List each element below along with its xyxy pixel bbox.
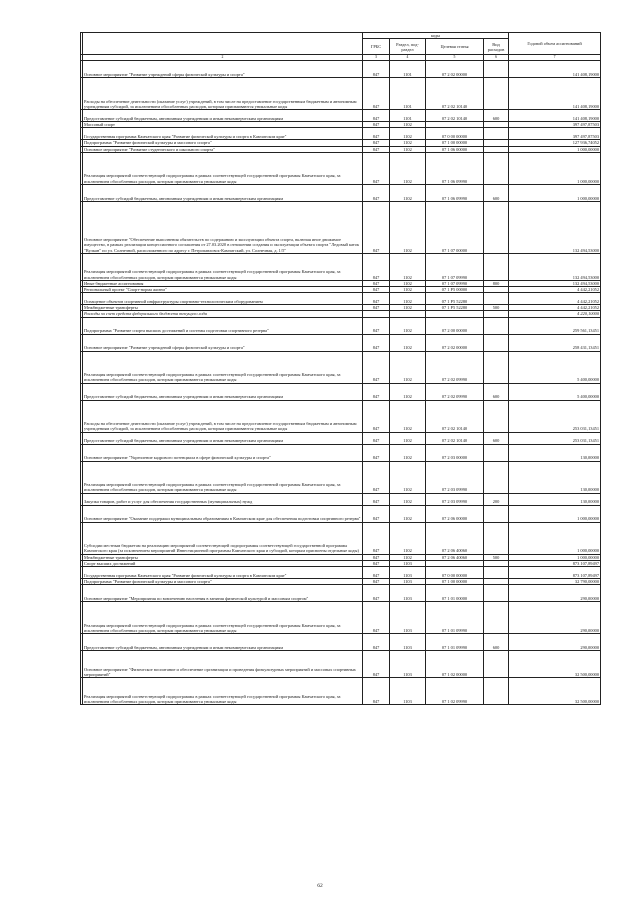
table-row [81, 317, 601, 334]
index-cell: 3 [363, 55, 390, 61]
amount-cell: 5 400,00000 [509, 351, 601, 383]
table-row [81, 61, 601, 78]
section-cell: 1102 [390, 152, 426, 184]
vr-cell: 600 [484, 184, 509, 201]
target-cell: 07 2 02 09990 [426, 351, 484, 383]
vr-cell [484, 152, 509, 184]
name-cell: Реализация мероприятий соответствующей подпрограммы в рамках соответствующей государственной программы Камчатского края, за исключением обособленных расходов, которым присваиваются уникальные коды [83, 602, 363, 634]
name-cell: Основное мероприятие "Физическое воспитание и обеспечение организации и проведения физкультурных мероприятий и массовых спортивных мероприятий" [83, 651, 363, 678]
table-row [81, 585, 601, 602]
target-cell: 07 1 02 09990 [426, 678, 484, 705]
amount-cell: 397 497,87503 [509, 128, 601, 140]
grbs-cell: 847 [363, 280, 390, 286]
grbs-cell: 847 [363, 400, 390, 432]
amount-cell: 290,00000 [509, 634, 601, 651]
index-cell: 6 [484, 55, 509, 61]
amount-cell: 1 000,00000 [509, 184, 601, 201]
section-cell: 1103 [390, 602, 426, 634]
section-cell: 1103 [390, 567, 426, 579]
vr-cell [484, 253, 509, 280]
section-cell: 1102 [390, 253, 426, 280]
vr-cell [484, 444, 509, 461]
vr-cell [484, 567, 509, 579]
col-annual-header: Годовой объем ассигнований [509, 33, 601, 55]
table-row [81, 678, 601, 705]
section-cell: 1102 [390, 184, 426, 201]
section-cell: 1103 [390, 560, 426, 566]
table-row [81, 110, 601, 122]
name-cell: Основное мероприятие "Развитие студенческого и школьного спорта" [83, 146, 363, 152]
amount-cell: 1 000,00000 [509, 554, 601, 560]
amount-cell: 132 494,53000 [509, 253, 601, 280]
section-cell: 1102 [390, 461, 426, 493]
target-cell: 07 1 07 00000 [426, 201, 484, 253]
name-cell: Предоставление субсидий бюджетным, автономным учреждениям и иным некоммерческим организациям [83, 383, 363, 400]
page-number: 62 [317, 883, 323, 889]
table-row [81, 432, 601, 444]
target-cell: 07 2 06 40060 [426, 522, 484, 554]
name-cell: Расходы на обеспечение деятельности (оказание услуг) учреждений, в том числе на предоставление государственным бюджетным и автономным учреждениям субсидий, за исключением обособленных расходов, которым присваиваются уникальные коды [83, 400, 363, 432]
index-cell: 5 [426, 55, 484, 61]
target-cell: 07 2 00 00000 [426, 317, 484, 334]
grbs-cell: 847 [363, 505, 390, 522]
section-cell: 1103 [390, 678, 426, 705]
vr-cell: 500 [484, 554, 509, 560]
amount-cell: 1 000,00000 [509, 505, 601, 522]
grbs-cell: 847 [363, 152, 390, 184]
col-name-header [83, 33, 363, 55]
table-row [81, 383, 601, 400]
table-row [81, 522, 601, 554]
name-cell: Расходы на обеспечение деятельности (оказание услуг) учреждений, в том числе на предоставление государственным бюджетным и автономным учреждениям субсидий, за исключением обособленных расходов, которым присваиваются уникальные коды [83, 78, 363, 110]
section-cell: 1103 [390, 634, 426, 651]
table-row [81, 78, 601, 110]
section-cell: 1102 [390, 140, 426, 146]
index-cell: 2 [83, 55, 363, 61]
name-cell: Реализация мероприятий соответствующей подпрограммы в рамках соответствующей государственной программы Камчатского края, за исключением обособленных расходов, которым присваиваются уникальные коды [83, 461, 363, 493]
name-cell: Государственная программа Камчатского края "Развитие физической культуры и спорта в Камчатском крае" [83, 128, 363, 140]
table-row [81, 461, 601, 493]
name-cell: Основное мероприятие "Укрепление кадрового потенциала в сфере физической культуры и спорта" [83, 444, 363, 461]
grbs-cell: 847 [363, 305, 390, 311]
table-row [81, 128, 601, 140]
name-cell: Региональный проект "Спорт-норма жизни" [83, 287, 363, 293]
target-cell: 07 2 06 00000 [426, 505, 484, 522]
index-cell: 4 [390, 55, 426, 61]
section-cell: 1102 [390, 493, 426, 505]
table-row [81, 253, 601, 280]
target-cell: 07 2 06 40060 [426, 554, 484, 560]
grbs-cell: 847 [363, 128, 390, 140]
name-cell: Основное мероприятие "Мероприятия по вовлечению населения в занятия физической культурой и массовым спортом" [83, 585, 363, 602]
target-cell: 07 1 P5 52280 [426, 305, 484, 311]
section-cell: 1101 [390, 110, 426, 122]
amount-cell: 290,00000 [509, 585, 601, 602]
vr-cell [484, 128, 509, 140]
amount-cell: 5 400,00000 [509, 383, 601, 400]
section-cell: 1102 [390, 505, 426, 522]
table-row [81, 184, 601, 201]
target-cell: 07 1 01 09990 [426, 602, 484, 634]
col-target-header: Целевая статья [426, 39, 484, 55]
amount-cell: 132 494,53000 [509, 280, 601, 286]
target-cell: 07 1 P5 52280 [426, 293, 484, 305]
vr-cell [484, 61, 509, 78]
amount-cell: 130,00000 [509, 444, 601, 461]
name-cell: Реализация мероприятий соответствующей подпрограммы в рамках соответствующей государственной программы Камчатского края, за исключением обособленных расходов, которым присваиваются уникальные коды [83, 351, 363, 383]
grbs-cell: 847 [363, 317, 390, 334]
table-row [81, 602, 601, 634]
name-cell: Спорт высших достижений [83, 560, 363, 566]
amount-cell: 1 000,00000 [509, 146, 601, 152]
target-cell: 07 1 00 00000 [426, 140, 484, 146]
name-cell: Основное мероприятие "Обеспечение выполнения обязательств по содержанию и эксплуатации объекта спорта, включая иное движимое имущество, в рамках реализации концессионного соглашения от 27.03.2020 в отношении создания и эксплуатации объекта спорта "Ледовый каток "Вулкан" по ул. Солнечной, расположенного по адресу г. Петропавловск-Камчатский, ул. Солнечная, д. 1/5" [83, 201, 363, 253]
col-vr-header: Вид расходов [484, 39, 509, 55]
name-cell: Реализация мероприятий соответствующей подпрограммы в рамках соответствующей государственной программы Камчатского края, за исключением обособленных расходов, которым присваиваются уникальные коды [83, 253, 363, 280]
grbs-cell: 847 [363, 78, 390, 110]
name-cell: Предоставление субсидий бюджетным, автономным учреждениям и иным некоммерческим организациям [83, 634, 363, 651]
table-row [81, 651, 601, 678]
grbs-cell: 847 [363, 634, 390, 651]
name-cell: Межбюджетные трансферты [83, 305, 363, 311]
target-cell: 07 2 02 09990 [426, 383, 484, 400]
section-cell: 1102 [390, 554, 426, 560]
col-section-header: Раздел, под-раздел [390, 39, 426, 55]
section-cell: 1102 [390, 122, 426, 128]
target-cell: 07 1 07 09990 [426, 253, 484, 280]
amount-cell: 1 000,00000 [509, 152, 601, 184]
grbs-cell: 847 [363, 651, 390, 678]
name-cell: Иные бюджетные ассигнования [83, 280, 363, 286]
target-cell: 07 1 00 00000 [426, 579, 484, 585]
vr-cell [484, 400, 509, 432]
section-cell: 1102 [390, 128, 426, 140]
name-cell: Расходы за счет средств федерального бюджета текущего года [83, 311, 363, 317]
vr-cell [484, 602, 509, 634]
grbs-cell: 847 [363, 140, 390, 146]
section-cell: 1102 [390, 522, 426, 554]
table-row [81, 334, 601, 351]
grbs-cell: 847 [363, 432, 390, 444]
amount-cell: 130,00000 [509, 493, 601, 505]
grbs-cell: 847 [363, 579, 390, 585]
target-cell: 07 2 02 00000 [426, 334, 484, 351]
table-row [81, 505, 601, 522]
target-cell: 07 2 02 10140 [426, 78, 484, 110]
target-cell: 07 1 01 09990 [426, 634, 484, 651]
section-cell: 1103 [390, 585, 426, 602]
grbs-cell: 847 [363, 293, 390, 305]
name-cell: Оснащение объектов спортивной инфраструктуры спортивно-технологическим оборудованием [83, 293, 363, 305]
section-cell: 1102 [390, 201, 426, 253]
vr-cell: 500 [484, 305, 509, 311]
section-cell: 1102 [390, 280, 426, 286]
vr-cell [484, 522, 509, 554]
table-row [81, 351, 601, 383]
target-cell: 07 0 00 00000 [426, 567, 484, 579]
amount-cell: 1 000,00000 [509, 522, 601, 554]
vr-cell [484, 334, 509, 351]
table-row [81, 634, 601, 651]
target-cell: 07 1 P5 00000 [426, 287, 484, 293]
target-cell: 07 0 00 00000 [426, 128, 484, 140]
grbs-cell: 847 [363, 253, 390, 280]
grbs-cell: 847 [363, 602, 390, 634]
amount-cell: 32 790,00000 [509, 579, 601, 585]
name-cell: Подпрограмма "Развитие физической культуры и массового спорта" [83, 579, 363, 585]
grbs-cell: 847 [363, 383, 390, 400]
target-cell: 07 2 02 10140 [426, 400, 484, 432]
name-cell: Предоставление субсидий бюджетным, автономным учреждениям и иным некоммерческим организациям [83, 184, 363, 201]
grbs-cell: 847 [363, 146, 390, 152]
section-cell: 1102 [390, 351, 426, 383]
vr-cell [484, 678, 509, 705]
codes-group-header: коды [363, 33, 509, 39]
name-cell: Основное мероприятие "Развитие учреждений сферы физической культуры и спорта" [83, 334, 363, 351]
table-row [81, 400, 601, 432]
grbs-cell: 847 [363, 334, 390, 351]
vr-cell [484, 317, 509, 334]
vr-cell: 600 [484, 432, 509, 444]
amount-cell: 290,00000 [509, 602, 601, 634]
target-cell: 07 2 03 09990 [426, 493, 484, 505]
target-cell: 07 1 06 09990 [426, 184, 484, 201]
section-cell: 1102 [390, 287, 426, 293]
vr-cell [484, 461, 509, 493]
index-cell: 7 [509, 55, 601, 61]
grbs-cell: 847 [363, 493, 390, 505]
amount-cell: 141 408,19000 [509, 61, 601, 78]
amount-cell: 259 561,13451 [509, 317, 601, 334]
amount-cell: 32 500,00000 [509, 651, 601, 678]
vr-cell: 600 [484, 110, 509, 122]
target-cell: 07 1 06 09990 [426, 152, 484, 184]
amount-cell: 4 442,21052 [509, 293, 601, 305]
table-body [81, 61, 601, 705]
section-cell: 1101 [390, 61, 426, 78]
table-row [81, 493, 601, 505]
grbs-cell: 847 [363, 184, 390, 201]
target-cell: 07 2 03 09990 [426, 461, 484, 493]
name-cell: Субсидии местным бюджетам на реализацию мероприятий соответствующей подпрограммы соответствующей государственной программы Камчатского края (за исключением мероприятий Инвестиционной программы Камчатского края и субсидий, которым присвоены отдельные коды) [83, 522, 363, 554]
table-row [81, 293, 601, 305]
name-cell: Закупка товаров, работ и услуг для обеспечения государственных (муниципальных) нужд [83, 493, 363, 505]
name-cell: Основное мероприятие "Оказание поддержки муниципальным образованиям в Камчатском крае для обеспечения подготовки спортивного резерва" [83, 505, 363, 522]
name-cell: Основное мероприятие "Развитие учреждений сферы физической культуры и спорта" [83, 61, 363, 78]
name-cell: Массовый спорт [83, 122, 363, 128]
target-cell: 07 1 07 09990 [426, 280, 484, 286]
amount-cell: 127 936,74052 [509, 140, 601, 146]
amount-cell: 253 031,13451 [509, 400, 601, 432]
amount-cell: 4 442,21052 [509, 305, 601, 311]
vr-cell [484, 293, 509, 305]
budget-table-sheet [80, 32, 600, 705]
grbs-cell: 847 [363, 287, 390, 293]
grbs-cell: 847 [363, 110, 390, 122]
section-cell: 1102 [390, 305, 426, 311]
amount-cell: 397 497,87503 [509, 122, 601, 128]
section-cell: 1102 [390, 432, 426, 444]
section-cell: 1102 [390, 400, 426, 432]
target-cell: 07 2 02 10140 [426, 110, 484, 122]
section-cell: 1103 [390, 579, 426, 585]
vr-cell: 600 [484, 383, 509, 400]
vr-cell: 600 [484, 634, 509, 651]
vr-cell [484, 585, 509, 602]
grbs-cell: 847 [363, 560, 390, 566]
table-row [81, 444, 601, 461]
grbs-cell: 847 [363, 585, 390, 602]
grbs-cell: 847 [363, 122, 390, 128]
col-grbs-header: ГРБС [363, 39, 390, 55]
table-row [81, 201, 601, 253]
vr-cell: 200 [484, 493, 509, 505]
grbs-cell: 847 [363, 201, 390, 253]
budget-table [80, 32, 601, 705]
grbs-cell: 847 [363, 678, 390, 705]
section-cell: 1103 [390, 651, 426, 678]
section-cell: 1102 [390, 293, 426, 305]
vr-cell [484, 505, 509, 522]
amount-cell: 4 442,21052 [509, 287, 601, 293]
amount-cell: 32 500,00000 [509, 678, 601, 705]
name-cell: Подпрограмма "Развитие спорта высших достижений и системы подготовки спортивного резерва" [83, 317, 363, 334]
target-cell: 07 1 06 00000 [426, 146, 484, 152]
target-cell: 07 2 03 00000 [426, 444, 484, 461]
name-cell: Государственная программа Камчатского края "Развитие физической культуры и спорта в Камчатском крае" [83, 567, 363, 579]
section-cell: 1102 [390, 383, 426, 400]
table-row [81, 567, 601, 579]
table-row [81, 152, 601, 184]
grbs-cell: 847 [363, 351, 390, 383]
grbs-cell: 847 [363, 522, 390, 554]
amount-cell: 873 107,89497 [509, 560, 601, 566]
name-cell: Подпрограмма "Развитие физической культуры и массового спорта" [83, 140, 363, 146]
vr-cell [484, 351, 509, 383]
section-cell: 1102 [390, 334, 426, 351]
amount-cell: 873 107,89497 [509, 567, 601, 579]
amount-cell: 130,00000 [509, 461, 601, 493]
vr-cell [484, 78, 509, 110]
amount-cell: 141 408,19000 [509, 110, 601, 122]
grbs-cell: 847 [363, 461, 390, 493]
name-cell: Предоставление субсидий бюджетным, автономным учреждениям и иным некоммерческим организациям [83, 110, 363, 122]
grbs-cell: 847 [363, 567, 390, 579]
amount-cell: 4 220,10000 [509, 311, 601, 317]
target-cell: 07 1 01 00000 [426, 585, 484, 602]
name-cell: Предоставление субсидий бюджетным, автономным учреждениям и иным некоммерческим организациям [83, 432, 363, 444]
section-cell: 1102 [390, 444, 426, 461]
name-cell: Реализация мероприятий соответствующей подпрограммы в рамках соответствующей государственной программы Камчатского края, за исключением обособленных расходов, которым присваиваются уникальные коды [83, 152, 363, 184]
name-cell: Межбюджетные трансферты [83, 554, 363, 560]
grbs-cell: 847 [363, 554, 390, 560]
target-cell: 07 2 02 00000 [426, 61, 484, 78]
amount-cell: 132 494,53000 [509, 201, 601, 253]
grbs-cell: 847 [363, 61, 390, 78]
amount-cell: 253 031,13451 [509, 432, 601, 444]
section-cell: 1102 [390, 317, 426, 334]
amount-cell: 141 408,19000 [509, 78, 601, 110]
name-cell: Реализация мероприятий соответствующей подпрограммы в рамках соответствующей государственной программы Камчатского края, за исключением обособленных расходов, которым присваиваются уникальные коды [83, 678, 363, 705]
vr-cell [484, 201, 509, 253]
target-cell: 07 2 02 10140 [426, 432, 484, 444]
section-cell: 1102 [390, 146, 426, 152]
vr-cell [484, 651, 509, 678]
grbs-cell: 847 [363, 444, 390, 461]
section-cell: 1101 [390, 78, 426, 110]
target-cell: 07 1 02 00000 [426, 651, 484, 678]
vr-cell: 800 [484, 280, 509, 286]
amount-cell: 258 431,13451 [509, 334, 601, 351]
